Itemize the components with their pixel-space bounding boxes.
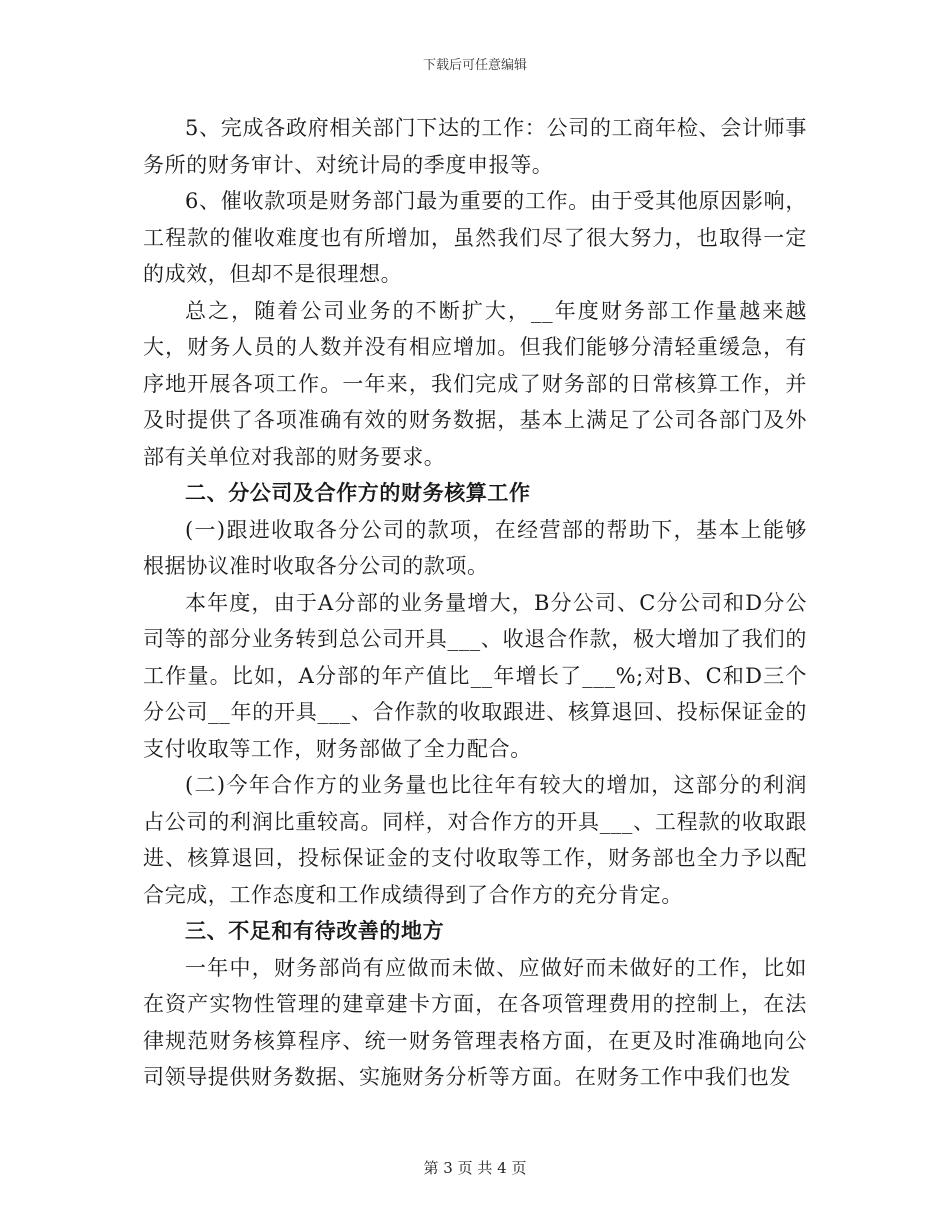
paragraph-item-5: 5、完成各政府相关部门下达的工作：公司的工商年检、会计师事务所的财务审计、对统计局的季度申报等。 — [143, 116, 807, 177]
section-heading-2: 二、分公司及合作方的财务核算工作 — [185, 481, 531, 505]
section-heading-3: 三、不足和有待改善的地方 — [185, 919, 445, 943]
page-number: 第 3 页 共 4 页 — [423, 1159, 527, 1177]
paragraph-annual-workload: 本年度，由于A分部的业务量增大，B分公司、C分公司和D分公司等的部分业务转到总公司开具___、收退合作款，极大增加了我们的工作量。比如，A分部的年产值比__年增长了___%;对B、C和D三个分公司__年的开具___、合作款的收取跟进、核算退回、投标保证金的支付收取等工作，财务部做了全力配合。 — [143, 590, 807, 761]
paragraph-shortcomings: 一年中，财务部尚有应做而未做、应做好而未做好的工作，比如在资产实物性管理的建章建卡方面，在各项管理费用的控制上，在法律规范财务核算程序、统一财务管理表格方面，在更及时准确地向公司领导提供财务数据、实施财务分析等方面。在财务工作中我们也发 — [143, 955, 807, 1089]
paragraph-summary: 总之，随着公司业务的不断扩大，__年度财务部工作量越来越大，财务人员的人数并没有相应增加。但我们能够分清轻重缓急，有序地开展各项工作。一年来，我们完成了财务部的日常核算工作，并及时提供了各项准确有效的财务数据，基本上满足了公司各部门及外部有关单位对我部的财务要求。 — [143, 298, 807, 469]
paragraph-subsection-1: (一)跟进收取各分公司的款项，在经营部的帮助下，基本上能够根据协议准时收取各分公司的款项。 — [143, 517, 807, 578]
header-note: 下载后可任意编辑 — [422, 58, 527, 73]
paragraph-item-6: 6、催收款项是财务部门最为重要的工作。由于受其他原因影响，工程款的催收难度也有所增加，虽然我们尽了很大努力，也取得一定的成效，但却不是很理想。 — [143, 189, 807, 286]
paragraph-subsection-2: (二)今年合作方的业务量也比往年有较大的增加，这部分的利润占公司的利润比重较高。同样，对合作方的开具___、工程款的收取跟进、核算退回，投标保证金的支付收取等工作，财务部也全力予以配合完成，工作态度和工作成绩得到了合作方的充分肯定。 — [143, 773, 807, 907]
document-body — [143, 110, 807, 1096]
